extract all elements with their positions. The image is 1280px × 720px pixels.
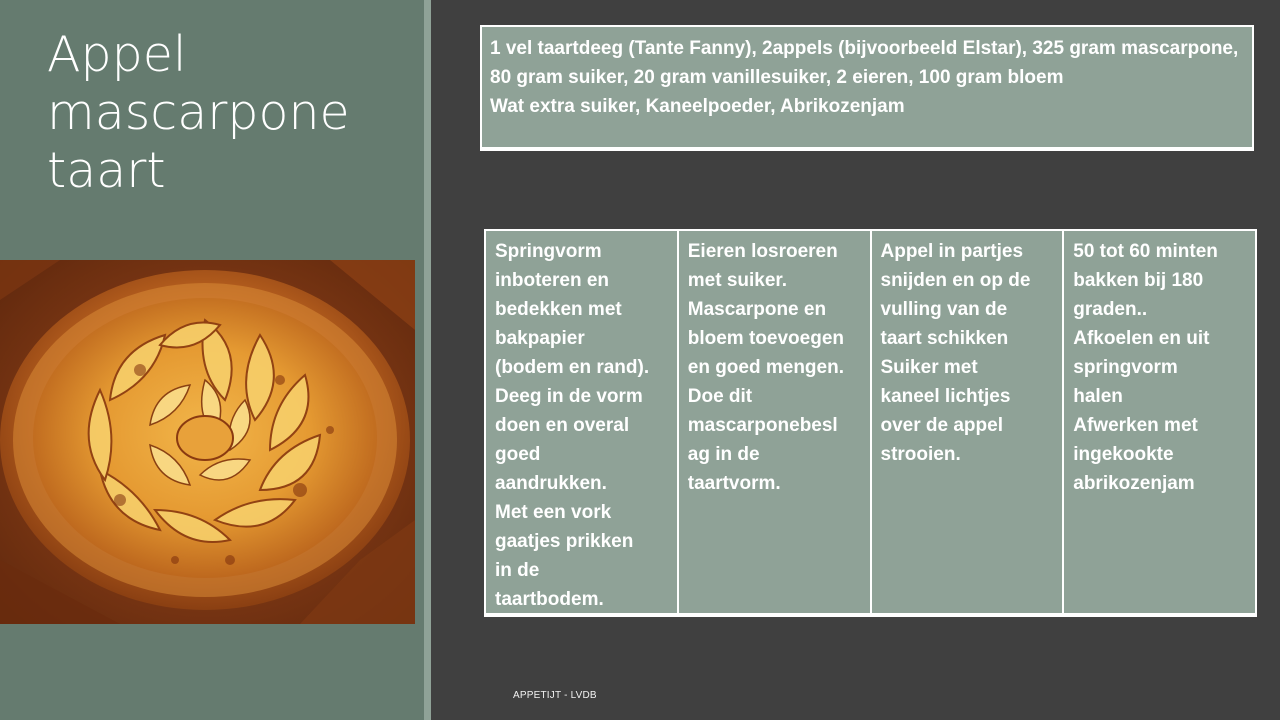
slide-title: Appel mascarpone taart xyxy=(47,26,350,199)
step-1: Springvorm inboteren en bedekken met bakpapier (bodem en rand). Deeg in de vorm doen en overal goed aandrukken. Met een vork gaatjes prikken in de taartbodem. xyxy=(484,231,677,613)
left-panel xyxy=(0,0,424,720)
step-2: Eieren losroeren met suiker. Mascarpone en bloem toevoegen en goed mengen. Doe dit mascarponebesl ag in de taartvorm. xyxy=(677,231,870,613)
apple-pie-photo xyxy=(0,260,415,624)
ingredients-box xyxy=(480,25,1254,151)
step-3: Appel in partjes snijden en op de vulling van de taart schikken Suiker met kaneel lichtjes over de appel strooien. xyxy=(870,231,1063,613)
divider-strip xyxy=(424,0,431,720)
footer-text: APPETIJT - LVDB xyxy=(513,690,597,701)
ingredients-extra: Wat extra suiker, Kaneelpoeder, Abrikozenjam xyxy=(490,96,905,117)
ingredients-main: 1 vel taartdeeg (Tante Fanny), 2appels (bijvoorbeeld Elstar), 325 gram mascarpone, 80 gram suiker, 20 gram vanillesuiker, 2 eieren, 100 gram bloem xyxy=(490,38,1239,88)
steps-table xyxy=(484,229,1257,617)
step-4: 50 tot 60 minten bakken bij 180 graden.. Afkoelen en uit springvorm halen Afwerken met ingekookte abrikozenjam xyxy=(1062,231,1257,613)
